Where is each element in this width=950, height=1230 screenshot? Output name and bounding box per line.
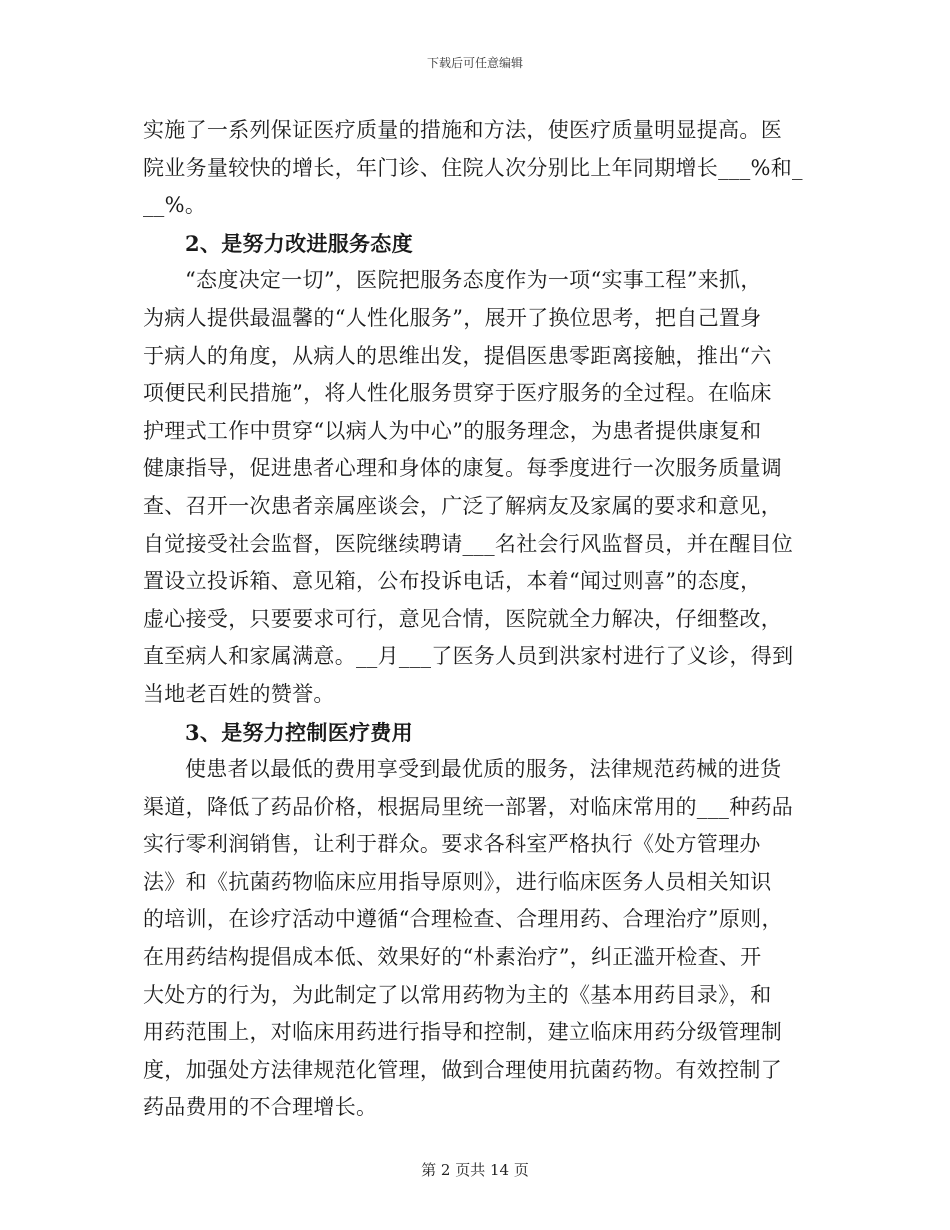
- paragraph-line: 置设立投诉箱、意见箱，公布投诉电话，本着“闻过则喜”的态度，: [143, 569, 762, 594]
- paragraph-line: 使患者以最低的费用享受到最优质的服务，法律规范药械的进货: [185, 757, 782, 782]
- paragraph-line: 查、召开一次患者亲属座谈会，广泛了解病友及家属的要求和意见，: [143, 493, 782, 518]
- paragraph-line: 项便民利民措施”，将人性化服务贯穿于医疗服务的全过程。在临床: [143, 381, 772, 406]
- paragraph-line: 护理式工作中贯穿“以病人为中心”的服务理念，为患者提供康复和: [143, 418, 762, 443]
- paragraph-line: 渠道，降低了药品价格，根据局里统一部署，对临床常用的___种药品: [143, 794, 794, 819]
- paragraph-line: 度，加强处方法律规范化管理，做到合理使用抗菌药物。有效控制了: [143, 1057, 782, 1082]
- page-footer: 第 2 页共 14 页: [421, 1161, 529, 1179]
- paragraph-line: 实行零利润销售，让利于群众。要求各科室严格执行《处方管理办: [143, 832, 761, 857]
- paragraph-line: 健康指导，促进患者心理和身体的康复。每季度进行一次服务质量调: [143, 456, 782, 481]
- paragraph-line: 药品费用的不合理增长。: [143, 1095, 378, 1120]
- paragraph-line: 院业务量较快的增长，年门诊、住院人次分别比上年同期增长___%和_: [143, 155, 803, 180]
- paragraph-line: 的培训，在诊疗活动中遵循“合理检查、合理用药、合理治疗”原则，: [143, 907, 783, 932]
- paragraph-line: __%。: [143, 193, 207, 218]
- paragraph-line: 法》和《抗菌药物临床应用指导原则》，进行临床医务人员相关知识: [143, 869, 772, 894]
- paragraph-line: 为病人提供最温馨的“人性化服务”，展开了换位思考，把自己置身: [143, 305, 762, 330]
- paragraph-line: 在用药结构提倡成本低、效果好的“朴素治疗”，纠正滥开检查、开: [143, 945, 762, 970]
- paragraph-line: 用药范围上，对临床用药进行指导和控制，建立临床用药分级管理制: [143, 1020, 782, 1045]
- paragraph-line: 于病人的角度，从病人的思维出发，提倡医患零距离接触，推出“六: [143, 343, 772, 368]
- paragraph-line: 大处方的行为，为此制定了以常用药物为主的《基本用药目录》，和: [143, 982, 772, 1007]
- section-heading: 3、是努力控制医疗费用: [185, 719, 413, 745]
- paragraph-line: “态度决定一切”，医院把服务态度作为一项“实事工程”来抓，: [185, 268, 762, 293]
- paragraph-line: 实施了一系列保证医疗质量的措施和方法，使医疗质量明显提高。医: [143, 118, 782, 142]
- section-heading: 2、是努力改进服务态度: [185, 230, 413, 256]
- page-header: 下载后可任意编辑: [426, 56, 523, 70]
- paragraph-line: 当地老百姓的赞誉。: [143, 681, 335, 706]
- document-body: [143, 112, 811, 1127]
- paragraph-line: 自觉接受社会监督，医院继续聘请___名社会行风监督员，并在醒目位: [143, 531, 794, 556]
- paragraph-line: 虚心接受，只要要求可行，意见合情，医院就全力解决，仔细整改，: [143, 606, 782, 631]
- paragraph-line: 直至病人和家属满意。__月___了医务人员到洪家村进行了义诊，得到: [143, 644, 794, 669]
